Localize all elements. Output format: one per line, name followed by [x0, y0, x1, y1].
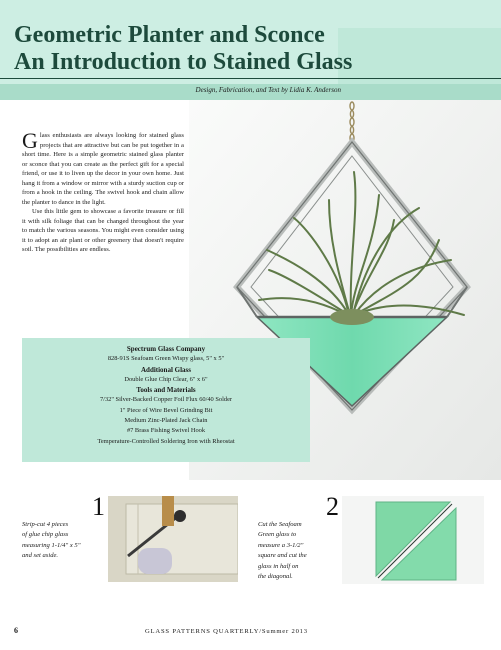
page-number: 6 — [14, 626, 18, 635]
step-2-line: the diagonal. — [258, 573, 293, 581]
materials-line: 7/32" Silver-Backed Copper Foil Flux 60/40 Solder — [99, 396, 233, 404]
step-2-line: measure a 3-1/2" — [258, 541, 304, 549]
materials-line: 828-91S Seafoam Green Wispy glass, 5" x 5" — [107, 355, 225, 363]
intro-paragraph-1-text: lass enthusiasts are always looking for stained glass projects that are attractive but can be put together in a short time. Here is a simple geometric stained glass planter or sconce that you can create as the perfect gift for a special friend, or use it to liven up the decor in your own home. Just hang it from a window or mirror with a sturdy suction cup or from a hook in the ceiling. The swivel hook and chain allow the planter to dance in the light. — [22, 132, 184, 206]
intro-paragraph-2: Use this little gem to showcase a favorite treasure or fill it with silk foliage that can be changed throughout the year to match the various seasons. You might even consider using it to adopt an air plant or other greenery that doesn't require soil. The possibilities are endless. — [22, 208, 184, 253]
materials-line: Double Glue Chip Clear, 6" x 6" — [124, 375, 208, 383]
byline-text: Design, Fabrication, and Text by Lidia K. Anderson — [195, 86, 341, 94]
step-2-line: Green glass to — [258, 531, 297, 539]
plant-base — [330, 309, 374, 325]
step-2-line: Cut the Seafoam — [258, 521, 302, 528]
materials-box — [22, 338, 310, 462]
step-1-line: Strip-cut 4 pieces — [22, 521, 69, 528]
step-2-line: square and cut the — [258, 552, 307, 560]
step-2-illustration — [342, 496, 484, 584]
materials-heading-glass-company: Spectrum Glass Company — [126, 345, 206, 353]
drop-cap: G — [22, 128, 38, 153]
step-1-text — [22, 520, 80, 562]
step-2-line: glass in half on — [258, 562, 299, 570]
materials-line: Medium Zinc-Plated Jack Chain — [124, 417, 208, 425]
step-2-text — [258, 520, 307, 582]
step-1-line: measuring 1-1/4" x 5" — [22, 541, 81, 549]
publication-footer: GLASS PATTERNS QUARTERLY/Summer 2013 — [145, 628, 308, 635]
step-1-number: 1 — [92, 492, 105, 521]
intro-paragraph-1 — [22, 128, 184, 207]
materials-line: 1" Piece of Wire Bevel Grinding Bit — [119, 406, 213, 414]
materials-heading-tools: Tools and Materials — [136, 386, 196, 395]
title-line-2: An Introduction to Stained Glass — [14, 49, 353, 75]
title-divider — [0, 78, 501, 79]
article-title — [14, 22, 352, 76]
step-2-photo — [342, 496, 484, 584]
step-1-photo — [108, 496, 238, 582]
step-2-number: 2 — [326, 492, 339, 521]
title-line-1: Geometric Planter and Sconce — [14, 22, 325, 48]
materials-heading-additional-glass: Additional Glass — [141, 365, 191, 374]
title-band-accent — [338, 28, 501, 84]
step-1-line: of glue chip glass — [22, 531, 69, 539]
intro-text — [22, 128, 184, 255]
materials-line: #7 Brass Fishing Swivel Hook — [126, 427, 206, 435]
step-1-illustration — [108, 496, 238, 582]
step-1-line: and set aside. — [22, 552, 59, 560]
byline-bar — [0, 84, 501, 100]
materials-line: Temperature-Controlled Soldering Iron with Rheostat — [97, 437, 235, 445]
